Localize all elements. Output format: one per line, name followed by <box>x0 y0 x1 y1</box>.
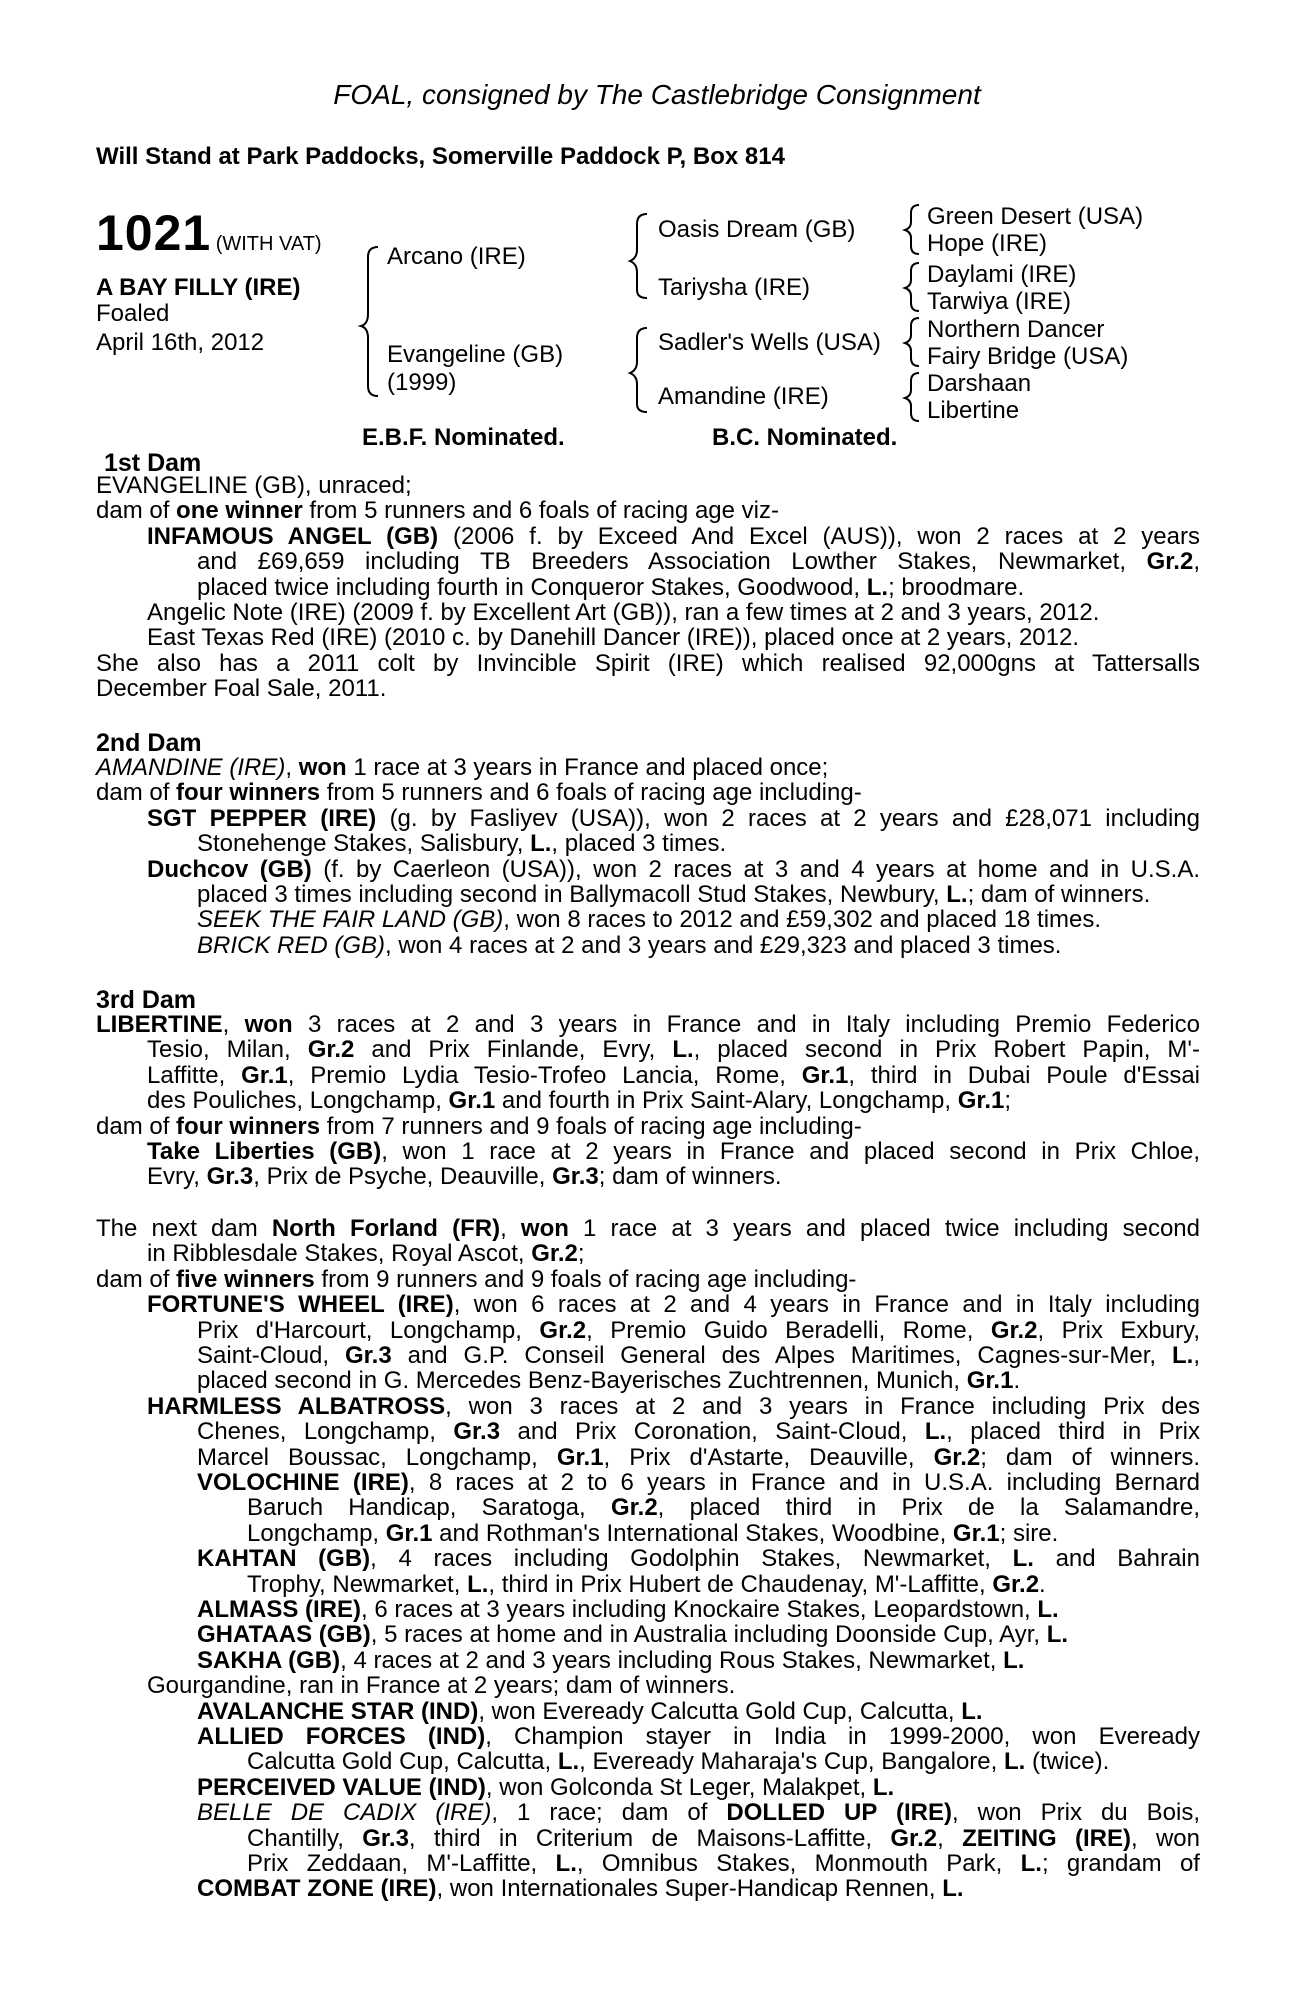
pedigree-text-line: December Foal Sale, 2011. <box>96 675 387 703</box>
pedigree-text-line: Baruch Handicap, Saratoga, Gr.2, placed third in Prix de la Salamandre, <box>247 1494 1201 1522</box>
pedigree-text-line: Gourgandine, ran in France at 2 years; dam of winners. <box>147 1672 736 1700</box>
pedigree-sdd: Tarwiya (IRE) <box>927 288 1072 315</box>
pedigree-sire-dam: Tariysha (IRE) <box>658 274 811 301</box>
pedigree-text-line: KAHTAN (GB), 4 races including Godolphin Stakes, Newmarket, L. and Bahrain <box>197 1545 1200 1573</box>
first-dam-heading: 1st Dam <box>104 449 202 477</box>
pedigree-text-line: dam of four winners from 7 runners and 9 foals of racing age including- <box>96 1112 862 1140</box>
pedigree-text-line: Prix Zeddaan, M'-Laffitte, L., Omnibus Stakes, Monmouth Park, L.; grandam of <box>247 1850 1200 1877</box>
pedigree-text-line: COMBAT ZONE (IRE), won Internationales Super-Handicap Rennen, L. <box>197 1875 964 1903</box>
pedigree-text-line: LIBERTINE, won 3 races at 2 and 3 years in France and in Italy including Premio Federico <box>96 1011 1200 1038</box>
pedigree-text-line: VOLOCHINE (IRE), 8 races at 2 to 6 years in France and in U.S.A. including Bernard <box>197 1469 1200 1496</box>
pedigree-dss: Northern Dancer <box>927 316 1105 343</box>
pedigree-text-line: SAKHA (GB), 4 races at 2 and 3 years including Rous Stakes, Newmarket, L. <box>197 1646 1025 1674</box>
pedigree-text-line: Marcel Boussac, Longchamp, Gr.1, Prix d'Astarte, Deauville, Gr.2; dam of winners. <box>197 1443 1201 1471</box>
pedigree-text-line: placed twice including fourth in Conqueror Stakes, Goodwood, L.; broodmare. <box>197 573 1025 601</box>
pedigree-ddd: Libertine <box>927 397 1020 424</box>
pedigree-text-line: Evry, Gr.3, Prix de Psyche, Deauville, Gr.3; dam of winners. <box>147 1163 782 1191</box>
pedigree-text-line: SEEK THE FAIR LAND (GB), won 8 races to 2012 and £59,302 and placed 18 times. <box>197 906 1102 934</box>
pedigree-text-line: INFAMOUS ANGEL (GB) (2006 f. by Exceed And Excel (AUS)), won 2 races at 2 years <box>147 522 1200 550</box>
pedigree-text-line: GHATAAS (GB), 5 races at home and in Australia including Doonside Cup, Ayr, L. <box>197 1621 1069 1649</box>
pedigree-text-line: BRICK RED (GB), won 4 races at 2 and 3 years and £29,323 and placed 3 times. <box>197 931 1062 959</box>
pedigree-text-line: She also has a 2011 colt by Invincible Spirit (IRE) which realised 92,000gns at Tattersalls <box>96 649 1200 677</box>
pedigree-text-line: dam of four winners from 5 runners and 6 foals of racing age including- <box>96 779 862 807</box>
pedigree-text-line: in Ribblesdale Stakes, Royal Ascot, Gr.2; <box>147 1240 585 1268</box>
pedigree-text-line: Laffitte, Gr.1, Premio Lydia Tesio-Trofeo Lancia, Rome, Gr.1, third in Dubai Poule d'Essai <box>147 1061 1200 1089</box>
pedigree-text-line: Take Liberties (GB), won 1 race at 2 years in France and placed second in Prix Chloe, <box>147 1138 1200 1165</box>
pedigree-ssd: Hope (IRE) <box>927 230 1048 257</box>
pedigree-text-line: Angelic Note (IRE) (2009 f. by Excellent Art (GB)), ran a few times at 2 and 3 years, 2012. <box>147 599 1100 626</box>
pedigree-dam: Evangeline (GB) <box>387 341 564 368</box>
pedigree-text-line: placed second in G. Mercedes Benz-Bayerisches Zuchtrennen, Munich, Gr.1. <box>197 1367 1021 1395</box>
pedigree-text-line: ALMASS (IRE), 6 races at 3 years including Knockaire Stakes, Leopardstown, L. <box>197 1596 1059 1623</box>
vat-label: (WITH VAT) <box>215 233 322 255</box>
pedigree-text-line: SGT PEPPER (IRE) (g. by Fasliyev (USA)), won 2 races at 2 years and £28,071 including <box>147 804 1200 832</box>
pedigree-text-line: ALLIED FORCES (IND), Champion stayer in India in 1999-2000, won Eveready <box>197 1723 1200 1750</box>
pedigree-text-line: FORTUNE'S WHEEL (IRE), won 6 races at 2 and 4 years in France and in Italy including <box>147 1291 1200 1319</box>
pedigree-sds: Daylami (IRE) <box>927 261 1077 288</box>
pedigree-text-line: and £69,659 including TB Breeders Association Lowther Stakes, Newmarket, Gr.2, <box>197 548 1200 576</box>
pedigree-text-line: dam of five winners from 9 runners and 9 foals of racing age including- <box>96 1265 857 1293</box>
pedigree-sire-sire: Oasis Dream (GB) <box>658 216 856 243</box>
pedigree-text-line: Saint-Cloud, Gr.3 and G.P. Conseil General des Alpes Maritimes, Cagnes-sur-Mer, L., <box>197 1342 1200 1369</box>
third-dam-heading: 3rd Dam <box>96 986 197 1014</box>
pedigree-text-line: Duchcov (GB) (f. by Caerleon (USA)), won 2 races at 3 and 4 years at home and in U.S.A. <box>147 855 1201 883</box>
pedigree-dds: Darshaan <box>927 370 1032 397</box>
pedigree-text-line: placed 3 times including second in Ballymacoll Stud Stakes, Newbury, L.; dam of winners. <box>197 881 1151 908</box>
lot-number: 1021 <box>96 205 212 261</box>
pedigree-sss: Green Desert (USA) <box>927 203 1144 230</box>
pedigree-text-line: Chantilly, Gr.3, third in Criterium de Maisons-Laffitte, Gr.2, ZEITING (IRE), won <box>247 1824 1201 1852</box>
pedigree-text-line: des Pouliches, Longchamp, Gr.1 and fourth in Prix Saint-Alary, Longchamp, Gr.1; <box>147 1087 1012 1115</box>
pedigree-text-line: Longchamp, Gr.1 and Rothman's International Stakes, Woodbine, Gr.1; sire. <box>247 1519 1059 1547</box>
pedigree-dam-sire: Sadler's Wells (USA) <box>658 329 881 356</box>
pedigree-dam-dam: Amandine (IRE) <box>658 383 829 410</box>
pedigree-dsd: Fairy Bridge (USA) <box>927 343 1129 370</box>
pedigree-text-line: HARMLESS ALBATROSS, won 3 races at 2 and 3 years in France including Prix des <box>147 1392 1201 1420</box>
pedigree-text-line: The next dam North Forland (FR), won 1 race at 3 years and placed twice including second <box>96 1215 1200 1242</box>
second-dam-heading: 2nd Dam <box>96 729 202 757</box>
horse-name: A BAY FILLY (IRE) <box>96 274 301 301</box>
pedigree-text-line: AVALANCHE STAR (IND), won Eveready Calcutta Gold Cup, Calcutta, L. <box>197 1697 983 1725</box>
pedigree-text-line: dam of one winner from 5 runners and 6 foals of racing age viz- <box>96 497 779 525</box>
pedigree-text-line: Tesio, Milan, Gr.2 and Prix Finlande, Evry, L., placed second in Prix Robert Papin, M'- <box>147 1036 1200 1064</box>
pedigree-text-line: Stonehenge Stakes, Salisbury, L., placed 3 times. <box>197 830 727 858</box>
stand-location: Will Stand at Park Paddocks, Somerville Paddock P, Box 814 <box>96 143 785 170</box>
foaled-label: Foaled <box>96 300 170 327</box>
pedigree-text-line: BELLE DE CADIX (IRE), 1 race; dam of DOLLED UP (IRE), won Prix du Bois, <box>197 1799 1200 1827</box>
pedigree-text-line: EVANGELINE (GB), unraced; <box>96 472 412 499</box>
pedigree-sire: Arcano (IRE) <box>387 243 526 270</box>
pedigree-text-line: East Texas Red (IRE) (2010 c. by Danehill Dancer (IRE)), placed once at 2 years, 2012. <box>147 624 1080 652</box>
consignment-heading: FOAL, consigned by The Castlebridge Consignment <box>333 79 981 110</box>
bc-nominated: B.C. Nominated. <box>712 424 898 451</box>
pedigree-text-line: Chenes, Longchamp, Gr.3 and Prix Coronation, Saint-Cloud, L., placed third in Prix <box>197 1418 1200 1446</box>
pedigree-text-line: PERCEIVED VALUE (IND), won Golconda St Leger, Malakpet, L. <box>197 1773 895 1801</box>
pedigree-text-line: Calcutta Gold Cup, Calcutta, L., Eveready Maharaja's Cup, Bangalore, L. (twice). <box>247 1748 1110 1776</box>
foaled-date: April 16th, 2012 <box>96 329 265 356</box>
pedigree-text-line: Prix d'Harcourt, Longchamp, Gr.2, Premio Guido Beradelli, Rome, Gr.2, Prix Exbury, <box>197 1316 1201 1344</box>
ebf-nominated: E.B.F. Nominated. <box>362 424 565 451</box>
pedigree-dam-year: (1999) <box>387 369 457 396</box>
pedigree-text-line: Trophy, Newmarket, L., third in Prix Hubert de Chaudenay, M'-Laffitte, Gr.2. <box>247 1570 1046 1598</box>
pedigree-text-line: AMANDINE (IRE), won 1 race at 3 years in France and placed once; <box>96 754 829 781</box>
